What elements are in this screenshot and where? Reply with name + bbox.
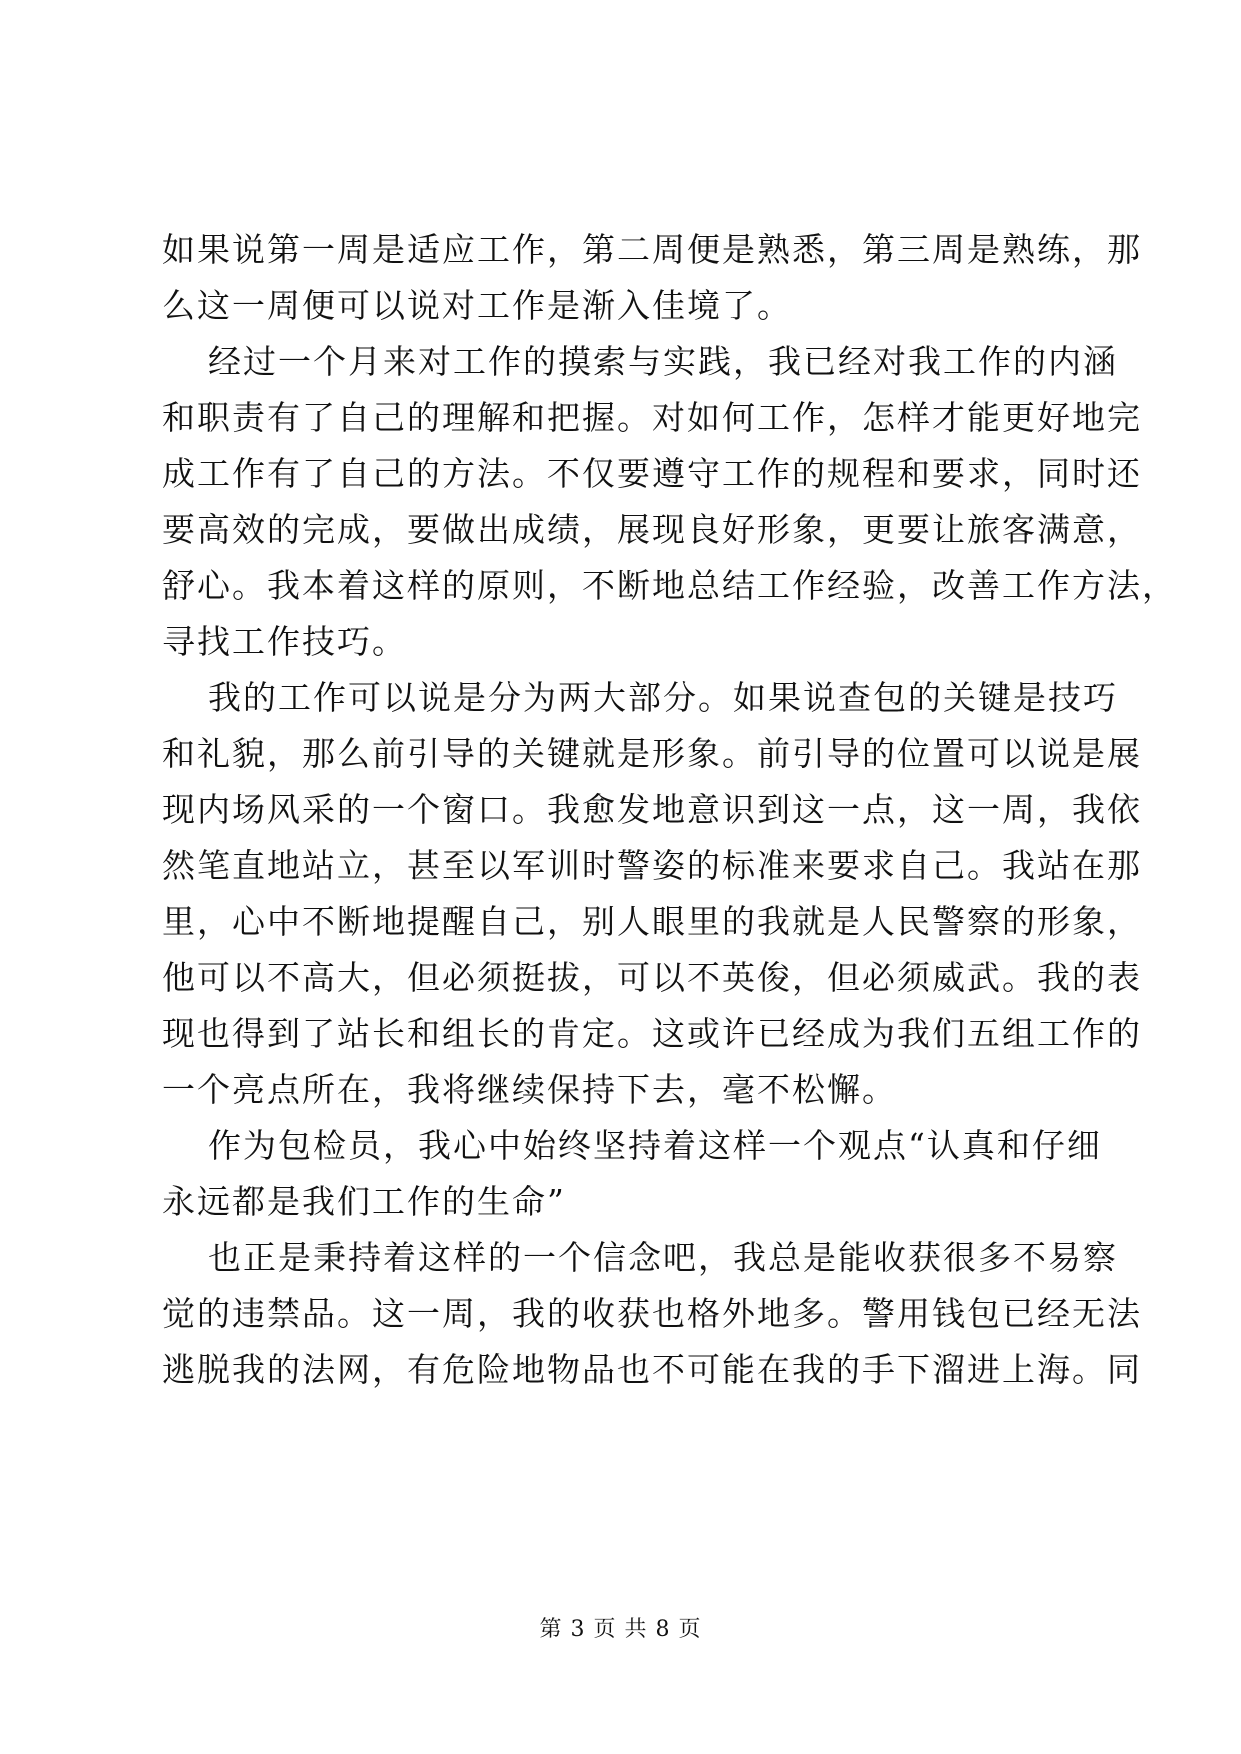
text-line: 和职责有了自己的理解和把握。对如何工作，怎样才能更好地完 — [162, 398, 1142, 437]
text-line: 一个亮点所在，我将继续保持下去，毫不松懈。 — [162, 1070, 897, 1109]
text-line: 舒心。我本着这样的原则，不断地总结工作经验，改善工作方法， — [162, 566, 1177, 605]
paragraph-first-line: 经过一个月来对工作的摸索与实践，我已经对我工作的内涵 — [208, 342, 1118, 381]
text-line: 逃脱我的法网，有危险地物品也不可能在我的手下溜进上海。同 — [162, 1350, 1142, 1389]
paragraph-first-line: 也正是秉持着这样的一个信念吧，我总是能收获很多不易察 — [208, 1238, 1118, 1277]
text-line: 要高效的完成，要做出成绩，展现良好形象，更要让旅客满意， — [162, 510, 1142, 549]
text-line: 觉的违禁品。这一周，我的收获也格外地多。警用钱包已经无法 — [162, 1294, 1142, 1333]
text-line: 现也得到了站长和组长的肯定。这或许已经成为我们五组工作的 — [162, 1014, 1142, 1053]
text-line: 然笔直地站立，甚至以军训时警姿的标准来要求自己。我站在那 — [162, 846, 1142, 885]
text-line: 成工作有了自己的方法。不仅要遵守工作的规程和要求，同时还 — [162, 454, 1142, 493]
text-line: 他可以不高大，但必须挺拔，可以不英俊，但必须威武。我的表 — [162, 958, 1142, 997]
paragraph-first-line: 作为包检员，我心中始终坚持着这样一个观点“认真和仔细 — [208, 1126, 1102, 1165]
page-number-footer: 第 3 页 共 8 页 — [539, 1617, 702, 1642]
text-line: 如果说第一周是适应工作，第二周便是熟悉，第三周是熟练，那 — [162, 230, 1142, 269]
paragraph-first-line: 我的工作可以说是分为两大部分。如果说查包的关键是技巧 — [208, 678, 1118, 717]
text-line: 么这一周便可以说对工作是渐入佳境了。 — [162, 286, 792, 325]
text-line: 和礼貌，那么前引导的关键就是形象。前引导的位置可以说是展 — [162, 734, 1142, 773]
text-line: 现内场风采的一个窗口。我愈发地意识到这一点，这一周，我依 — [162, 790, 1142, 829]
text-line: 寻找工作技巧。 — [162, 622, 407, 661]
text-line: 永远都是我们工作的生命” — [162, 1182, 566, 1221]
text-line: 里，心中不断地提醒自己，别人眼里的我就是人民警察的形象， — [162, 902, 1142, 941]
